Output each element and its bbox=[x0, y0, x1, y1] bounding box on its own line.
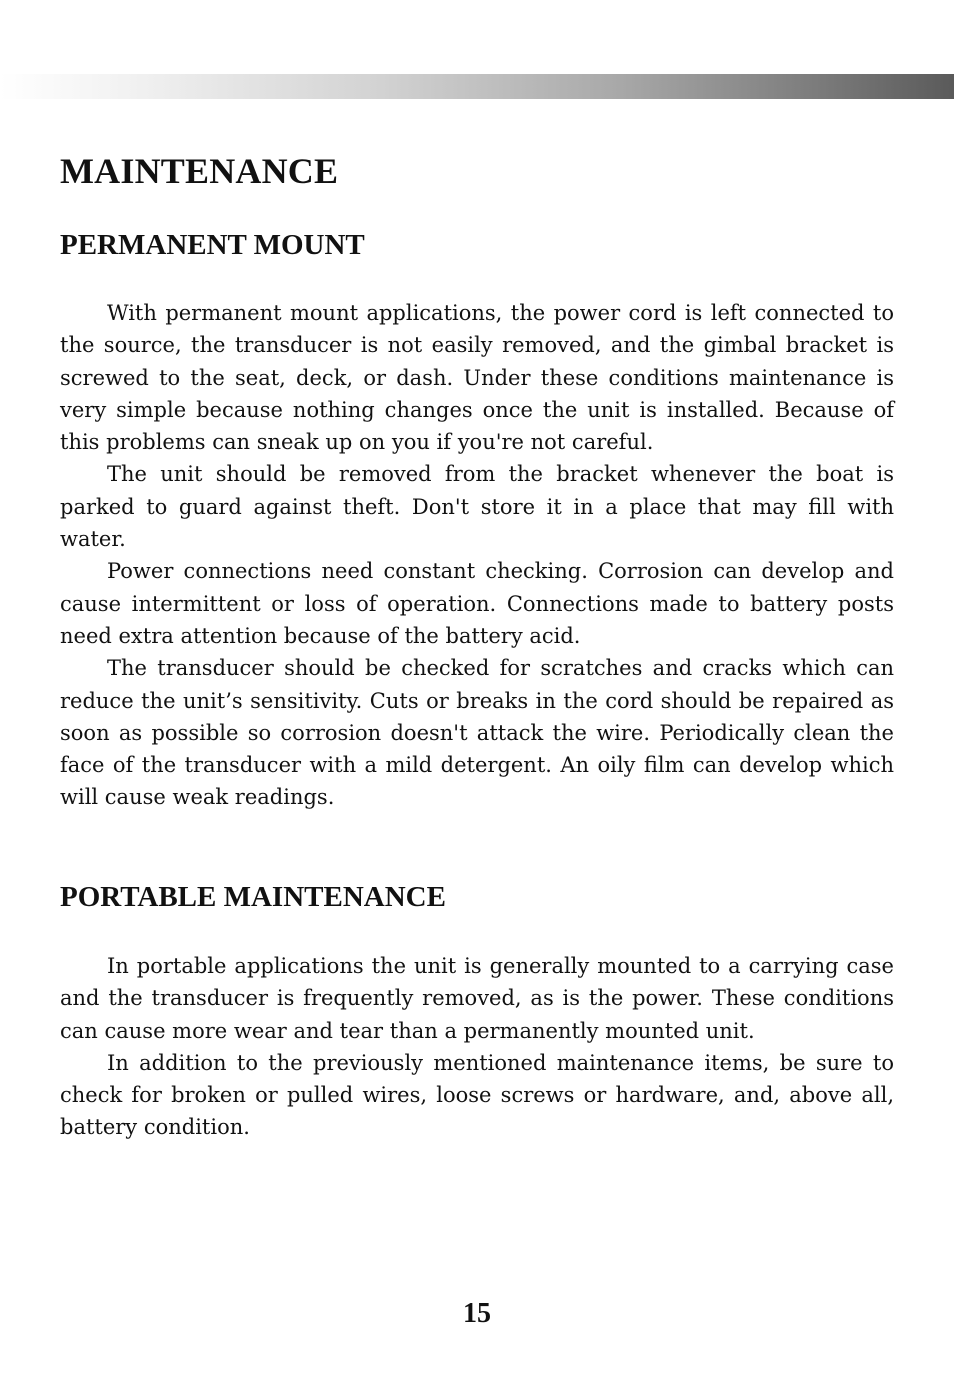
paragraph: The unit should be removed from the bracket whenever the boat is parked to guard against theft. Don't store it in a place that may fill with water. bbox=[60, 462, 894, 552]
paragraph: Power connections need constant checking. Corrosion can develop and cause intermittent or loss of operation. Connections made to battery posts need extra attention because of the battery acid. bbox=[60, 559, 894, 648]
paragraph: With permanent mount applications, the power cord is left connected to the source, the transducer is not easily removed, and the gimbal bracket is screwed to the seat, deck, or dash. Under these conditions maintenance is very simple because nothing changes once the unit is installed. Because of this problems can sneak up on you if you're not careful. bbox=[60, 301, 894, 455]
section-portable-maintenance bbox=[60, 950, 894, 1144]
page-number: 15 bbox=[463, 1298, 491, 1329]
page-title: MAINTENANCE bbox=[60, 151, 339, 191]
section-permanent-mount bbox=[60, 297, 894, 814]
section-heading-permanent-mount: PERMANENT MOUNT bbox=[60, 229, 365, 261]
paragraph: In portable applications the unit is generally mounted to a carrying case and the transducer is frequently removed, as is the power. These conditions can cause more wear and tear than a permanently mounted unit. bbox=[60, 954, 894, 1043]
paragraph: The transducer should be checked for scratches and cracks which can reduce the unit’s sensitivity. Cuts or breaks in the cord should be repaired as soon as possible so corrosion doesn't attack the wire. Periodically clean the face of the transducer with a mild detergent. An oily film can develop which will cause weak readings. bbox=[60, 656, 894, 810]
header-gradient-bar bbox=[0, 74, 954, 99]
section-heading-portable-maintenance: PORTABLE MAINTENANCE bbox=[60, 881, 446, 913]
paragraph: In addition to the previously mentioned maintenance items, be sure to check for broken or pulled wires, loose screws or hardware, and, above all, battery condition. bbox=[60, 1050, 894, 1140]
